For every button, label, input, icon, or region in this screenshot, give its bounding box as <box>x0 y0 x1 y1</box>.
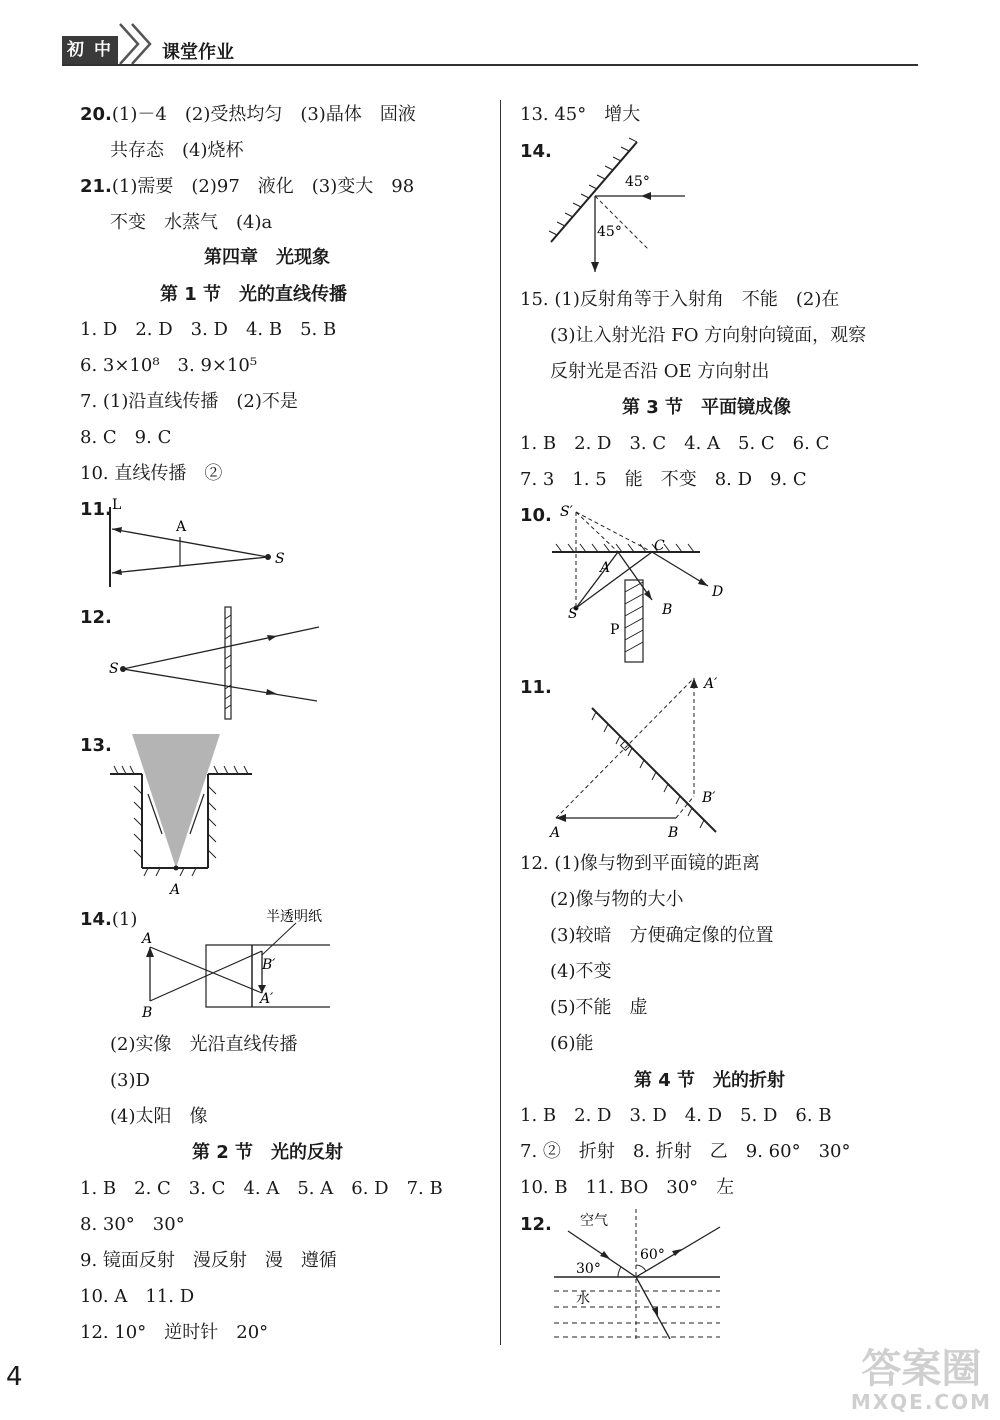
answer-line: 12. 10° 逆时针 20° <box>80 1322 269 1343</box>
answer-line: 10. A 11. D <box>80 1286 195 1307</box>
svg-text:45°: 45° <box>597 224 622 240</box>
section-title: 第 3 节 平面镜成像 <box>622 397 792 418</box>
answer-line: 1. B 2. C 3. C 4. A 5. A 6. D 7. B <box>80 1178 443 1199</box>
q13-number: 13. <box>80 735 112 756</box>
answer-line: 13. 45° 增大 <box>520 104 641 125</box>
q15-line2: (3)让入射光沿 FO 方向射向镜面，观察 <box>550 325 867 346</box>
svg-text:A: A <box>550 825 561 841</box>
q15-line3: 反射光是否沿 OE 方向射出 <box>550 361 770 382</box>
answer-line: 10. B 11. BO 30° 左 <box>520 1177 735 1198</box>
q12-line5: (5)不能 虚 <box>550 997 648 1018</box>
answer-line: 7. 3 1. 5 能 不变 8. D 9. C <box>520 469 807 490</box>
svg-text:B′: B′ <box>702 790 716 806</box>
mirror-image-diagram <box>548 672 738 842</box>
q11-number: 11. <box>520 677 552 698</box>
q14-line4: (4)太阳 像 <box>110 1106 208 1127</box>
svg-text:B: B <box>668 825 679 841</box>
svg-text:A′: A′ <box>260 991 274 1007</box>
svg-text:30°: 30° <box>576 1261 601 1277</box>
q15-line1: 15. (1)反射角等于入射角 不能 (2)在 <box>520 289 840 310</box>
svg-text:B′: B′ <box>262 957 276 973</box>
svg-text:水: 水 <box>576 1291 590 1307</box>
section-title: 第 4 节 光的折射 <box>634 1070 786 1091</box>
svg-text:A: A <box>142 931 153 947</box>
answer-line: 1. D 2. D 3. D 4. B 5. B <box>80 319 337 340</box>
svg-text:S: S <box>275 551 285 567</box>
answer-line: 8. 30° 30° <box>80 1214 185 1235</box>
q14-line2: (2)实像 光沿直线传播 <box>110 1034 298 1055</box>
header-rule <box>62 64 918 66</box>
svg-text:B: B <box>662 602 673 618</box>
svg-text:C: C <box>654 538 665 554</box>
refraction-diagram <box>548 1205 738 1345</box>
svg-text:空气: 空气 <box>580 1213 608 1229</box>
chevron-icon <box>118 22 158 66</box>
q12-line6: (6)能 <box>550 1033 594 1054</box>
svg-text:P: P <box>610 622 620 638</box>
answer-line: 6. 3×10⁸ 3. 9×10⁵ <box>80 355 258 376</box>
chapter-title: 第四章 光现象 <box>204 247 330 268</box>
svg-text:A: A <box>176 519 187 535</box>
plane-mirror-diagram <box>548 500 738 665</box>
q12-line2: (2)像与物的大小 <box>550 889 684 910</box>
q20-line1: 20.(1)－4 (2)受热均匀 (3)晶体 固液 <box>80 104 416 125</box>
svg-text:S: S <box>568 606 578 622</box>
svg-text:A: A <box>170 882 181 898</box>
svg-text:A: A <box>600 560 611 576</box>
q14-number: 14. <box>520 141 552 162</box>
q12-number: 12. <box>520 1214 552 1235</box>
answer-line: 9. 镜面反射 漫反射 漫 遵循 <box>80 1250 337 1271</box>
svg-text:A′: A′ <box>704 676 718 692</box>
svg-text:半透明纸: 半透明纸 <box>266 909 322 925</box>
q14-line1: 14.(1) <box>80 909 138 930</box>
mirror-reflection-diagram <box>545 138 695 278</box>
q12-line4: (4)不变 <box>550 961 612 982</box>
answer-line: 8. C 9. C <box>80 427 172 448</box>
svg-text:L: L <box>112 497 122 513</box>
column-divider <box>500 100 501 1345</box>
svg-text:S′: S′ <box>560 504 573 520</box>
answer-line: 7. ② 折射 8. 折射 乙 9. 60° 30° <box>520 1141 851 1162</box>
q12-number: 12. <box>80 607 112 628</box>
screen-holes-diagram <box>105 605 325 725</box>
svg-text:B: B <box>142 1005 153 1021</box>
answer-line: 1. B 2. D 3. C 4. A 5. C 6. C <box>520 433 830 454</box>
well-diagram <box>108 734 258 904</box>
watermark-logo: 答案圈 MXQE.COM <box>850 1346 992 1414</box>
q21-line1: 21.(1)需要 (2)97 液化 (3)变大 98 <box>80 176 415 197</box>
q12-line1: 12. (1)像与物到平面镜的距离 <box>520 853 760 874</box>
q21-line2: 不变 水蒸气 (4)a <box>110 212 273 233</box>
section-title: 第 1 节 光的直线传播 <box>160 284 348 305</box>
q14-line3: (3)D <box>110 1070 150 1091</box>
header-title: 课堂作业 <box>162 42 234 63</box>
svg-text:S: S <box>109 661 119 677</box>
q20-line2: 共存态 (4)烧杯 <box>110 140 244 161</box>
pinhole-camera-diagram <box>140 905 340 1021</box>
answer-line: 7. (1)沿直线传播 (2)不是 <box>80 391 298 412</box>
answer-line: 10. 直线传播 ② <box>80 463 223 484</box>
answer-line: 1. B 2. D 3. D 4. D 5. D 6. B <box>520 1105 832 1126</box>
svg-text:D: D <box>712 584 724 600</box>
svg-text:45°: 45° <box>625 174 650 190</box>
q10-number: 10. <box>520 505 552 526</box>
grade-tab: 初 中 <box>62 36 118 64</box>
q12-line3: (3)较暗 方便确定像的位置 <box>550 925 774 946</box>
pinhole-diagram <box>100 495 300 595</box>
section-title: 第 2 节 光的反射 <box>192 1142 344 1163</box>
svg-text:60°: 60° <box>640 1247 665 1263</box>
page-number: 4 <box>6 1362 23 1392</box>
q11-number: 11. <box>80 499 112 520</box>
